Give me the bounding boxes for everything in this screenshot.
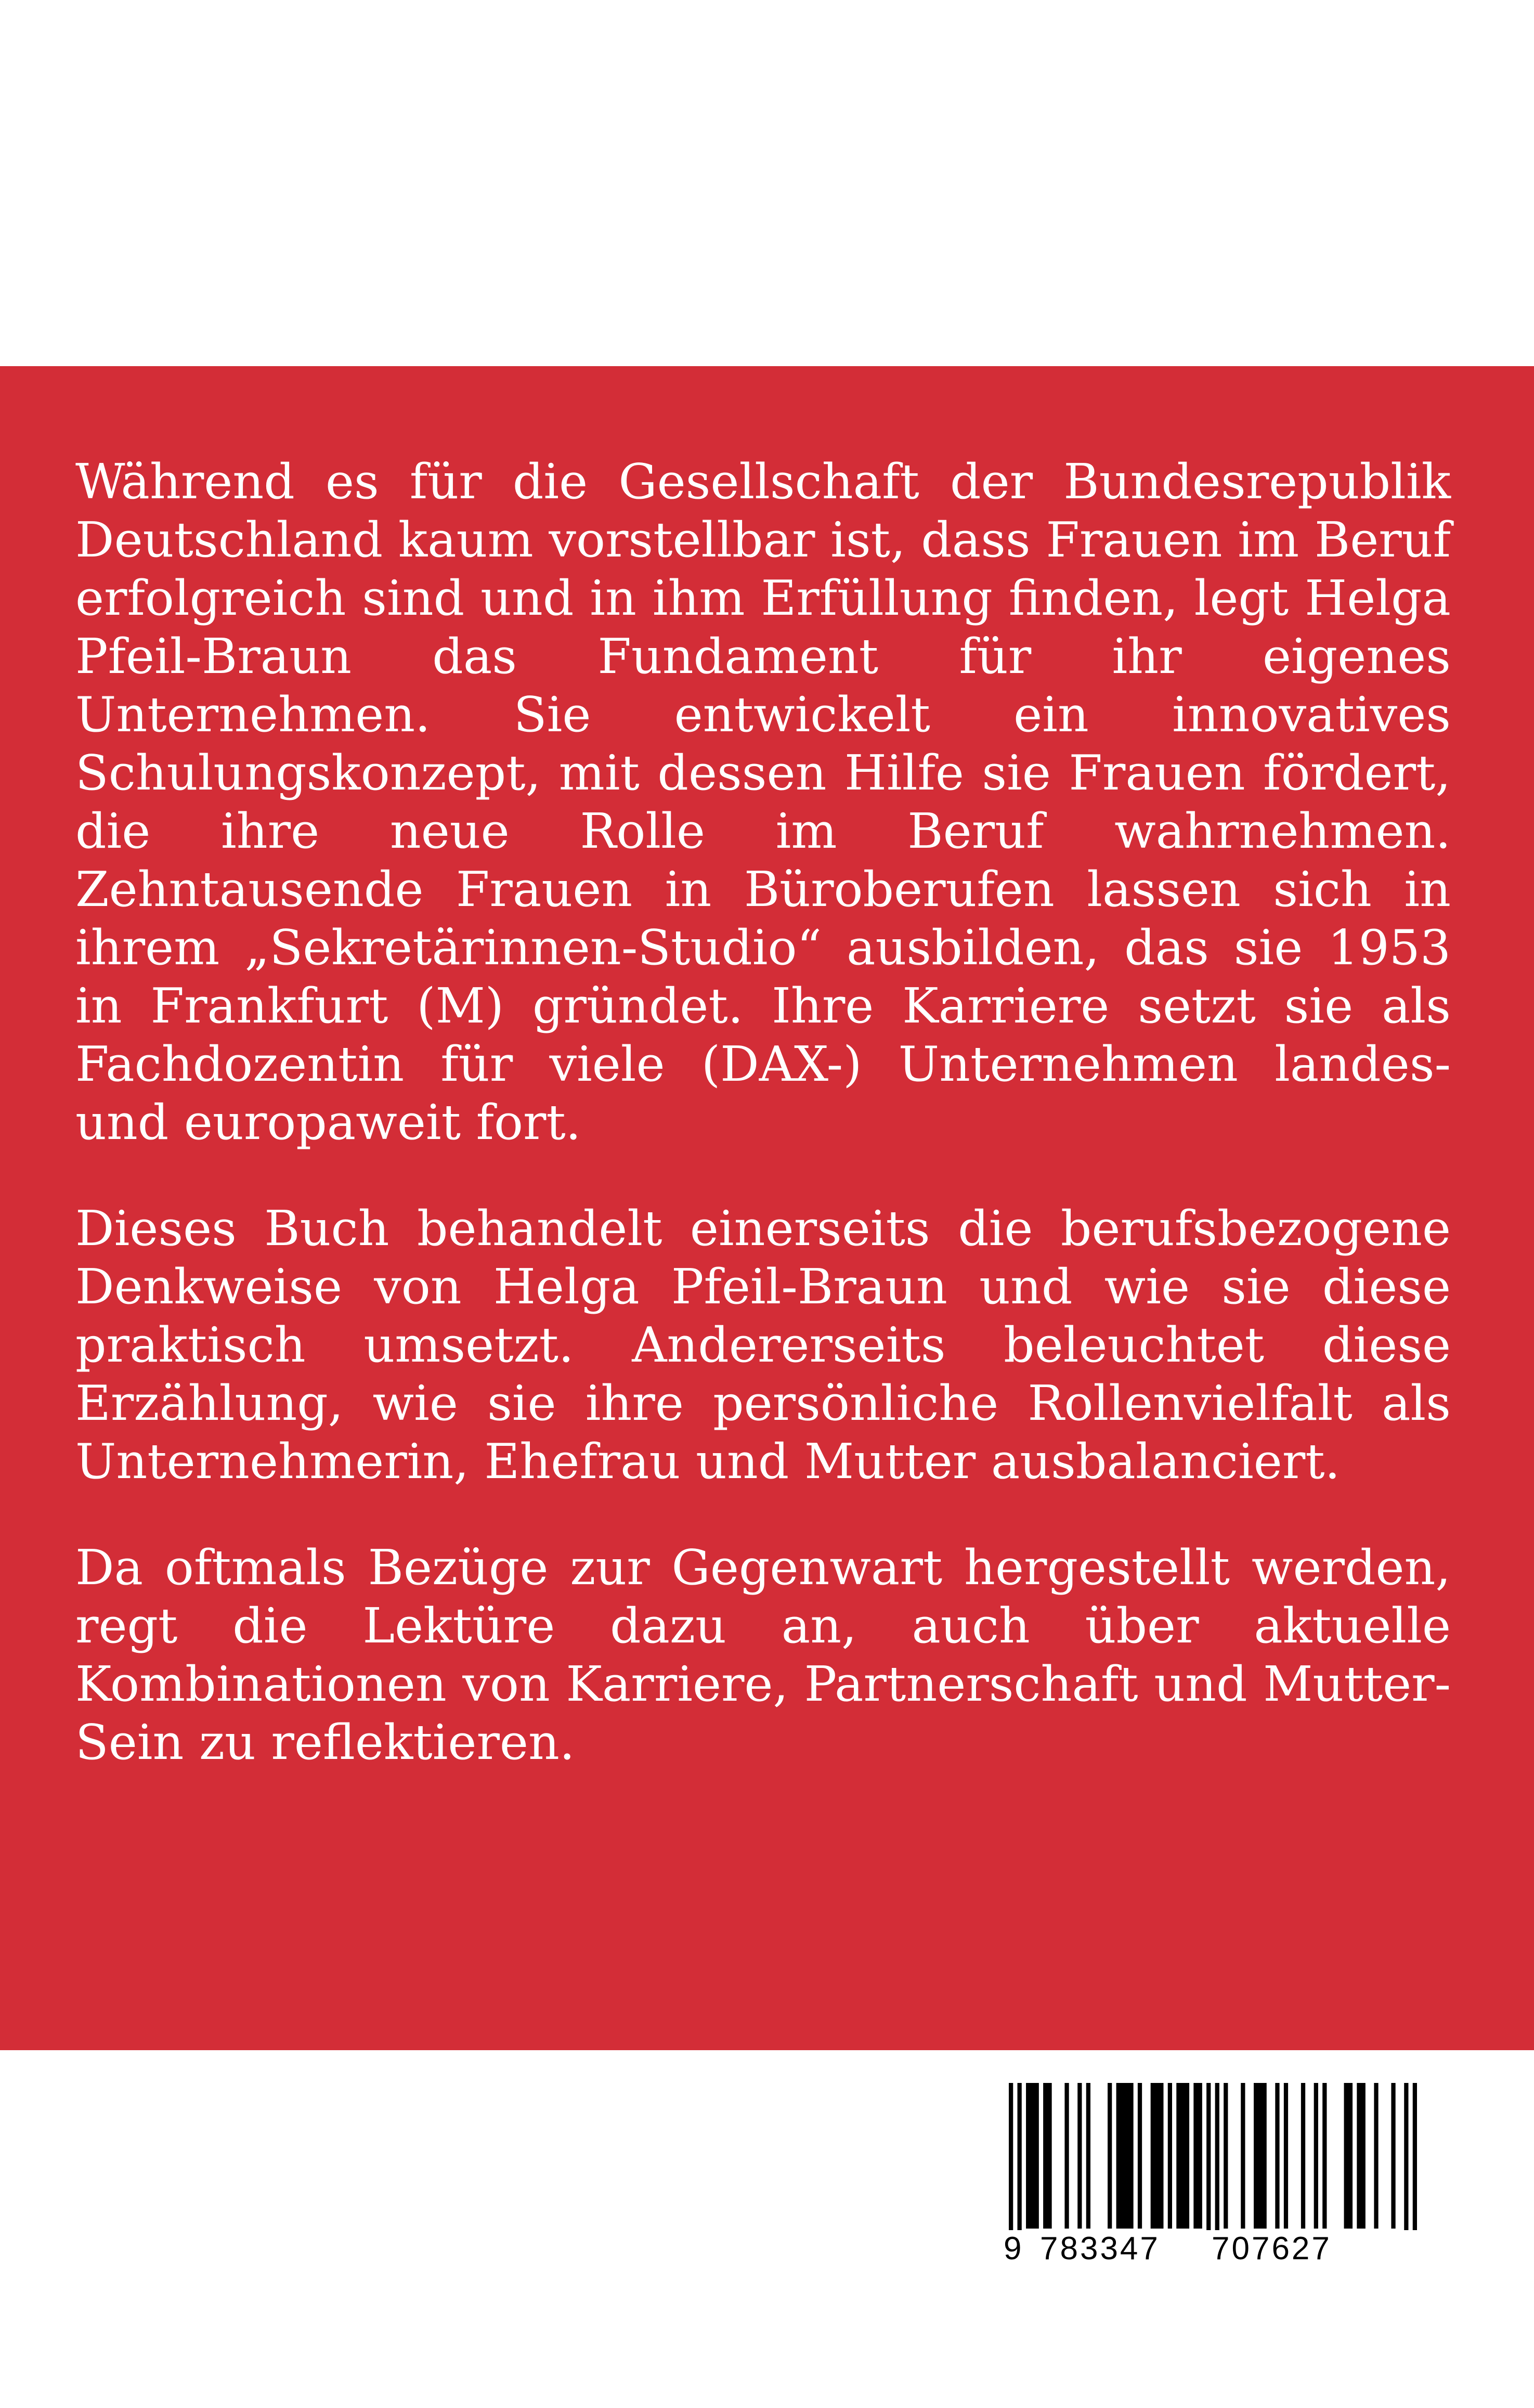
barcode-icon [1009,2083,1417,2252]
barcode-bar-10 [1151,2083,1164,2229]
barcode-bar-2 [1026,2083,1039,2229]
barcode-bar-29 [1413,2083,1417,2252]
barcode-bar-11 [1168,2083,1172,2229]
barcode-bar-20 [1284,2083,1288,2229]
barcode-bar-6 [1086,2083,1090,2229]
barcode-bar-9 [1138,2083,1142,2229]
barcode-bar-22 [1314,2083,1318,2229]
barcode-bar-17 [1241,2083,1245,2229]
barcode-bar-15 [1215,2083,1219,2252]
blurb-paragraph-1: Während es für die Gesellschaft der Bundesrepublik Deutschland kaum vorstellbar ist, dass Frauen im Beruf erfolgreich sind und in ihm Erfüllung finden, legt Helga Pfeil-Braun das Fundament für ihr eigenes Unternehmen. Sie entwickelt ein innovatives Schulungskonzept, mit dessen Hilfe sie Frauen fördert, die ihre neue Rolle im Beruf wahrnehmen. Zehntausende Frauen in Büroberufen lassen sich in ihrem „Sekretärinnen-Studio“ ausbilden, das sie 1953 in Frankfurt (M) gründet. Ihre Karriere setzt sie als Fachdozentin für viele (DAX-) Unternehmen landes- und europaweit fort. [75,454,1451,1150]
barcode-bar-25 [1357,2083,1366,2229]
barcode-bar-4 [1064,2083,1069,2229]
barcode-bar-0 [1009,2083,1013,2252]
barcode-bar-16 [1224,2083,1228,2229]
blurb-paragraph-3: Da oftmals Bezüge zur Gegenwart hergestellt werden, regt die Lektüre dazu an, auch über aktuelle Kombinationen von Karriere, Partnerschaft und Mutter-Sein zu reflektieren. [75,1539,1451,1770]
isbn-first-digit: 9 [1004,2231,1022,2267]
barcode-bar-23 [1322,2083,1327,2229]
barcode-bar-28 [1404,2083,1408,2252]
barcode-bar-26 [1374,2083,1378,2229]
barcode-bar-12 [1176,2083,1189,2229]
isbn-left-digits: 783347 [1040,2231,1160,2267]
barcode-bar-19 [1275,2083,1279,2229]
barcode-bar-1 [1018,2083,1022,2252]
isbn-number [1004,2230,1420,2267]
barcode-bar-3 [1043,2083,1052,2229]
barcode-bar-13 [1193,2083,1202,2229]
barcode-bar-7 [1108,2083,1112,2229]
barcode-bar-18 [1254,2083,1267,2229]
isbn-right-digits: 707627 [1212,2231,1332,2267]
blurb-paragraph-2: Dieses Buch behandelt einerseits die berufsbezogene Denkweise von Helga Pfeil-Braun und wie sie diese praktisch umsetzt. Andererseits beleuchtet diese Erzählung, wie sie ihre persönliche Rollenvielfalt als Unternehmerin, Ehefrau und Mutter ausbalanciert. [75,1200,1451,1490]
barcode-bar-27 [1391,2083,1395,2229]
barcode-bar-5 [1077,2083,1082,2229]
blurb-text [75,452,1451,1771]
barcode-bar-14 [1206,2083,1211,2252]
barcode-bar-8 [1116,2083,1134,2229]
barcode-bar-24 [1344,2083,1353,2229]
barcode-bar-21 [1301,2083,1305,2229]
